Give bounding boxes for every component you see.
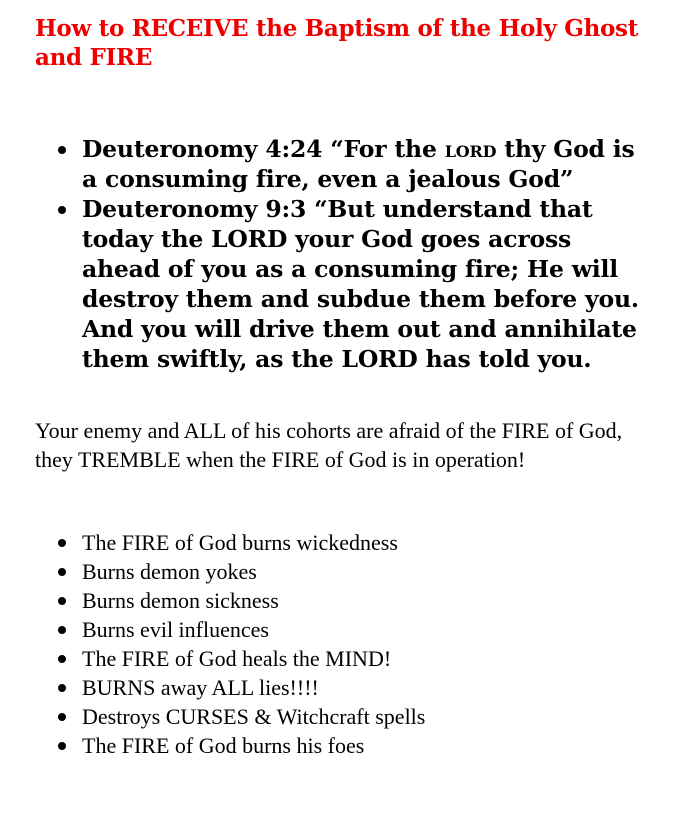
list-item: The FIRE of God burns his foes xyxy=(82,731,655,760)
verse-text-end: thy God is a consuming fire, even a jealous God” xyxy=(82,135,635,193)
list-item: The FIRE of God burns wickedness xyxy=(82,528,655,557)
list-item: The FIRE of God heals the MIND! xyxy=(82,644,655,673)
article xyxy=(35,14,655,760)
list-item: BURNS away ALL lies!!!! xyxy=(82,673,655,702)
verse-item: Deuteronomy 9:3 “But understand that today the LORD your God goes across ahead of you as a consuming fire; He will destroy them and subdue them before you. And you will drive them out and annihilate them swiftly, as the LORD has told you. xyxy=(82,194,655,374)
list-item: Burns demon sickness xyxy=(82,586,655,615)
verse-list xyxy=(35,134,655,374)
page-title: How to RECEIVE the Baptism of the Holy Ghost and FIRE xyxy=(35,15,639,71)
lord-smallcaps: lord xyxy=(444,135,497,163)
list-item: Burns evil influences xyxy=(82,615,655,644)
fire-effects-list xyxy=(35,528,655,760)
list-item: Destroys CURSES & Witchcraft spells xyxy=(82,702,655,731)
verse-text-start: Deuteronomy 4:24 “For the xyxy=(82,135,445,163)
body-paragraph: Your enemy and ALL of his cohorts are afraid of the FIRE of God, they TREMBLE when the FIRE of God is in operation! xyxy=(35,418,623,472)
verse-item xyxy=(82,134,655,194)
list-item: Burns demon yokes xyxy=(82,557,655,586)
